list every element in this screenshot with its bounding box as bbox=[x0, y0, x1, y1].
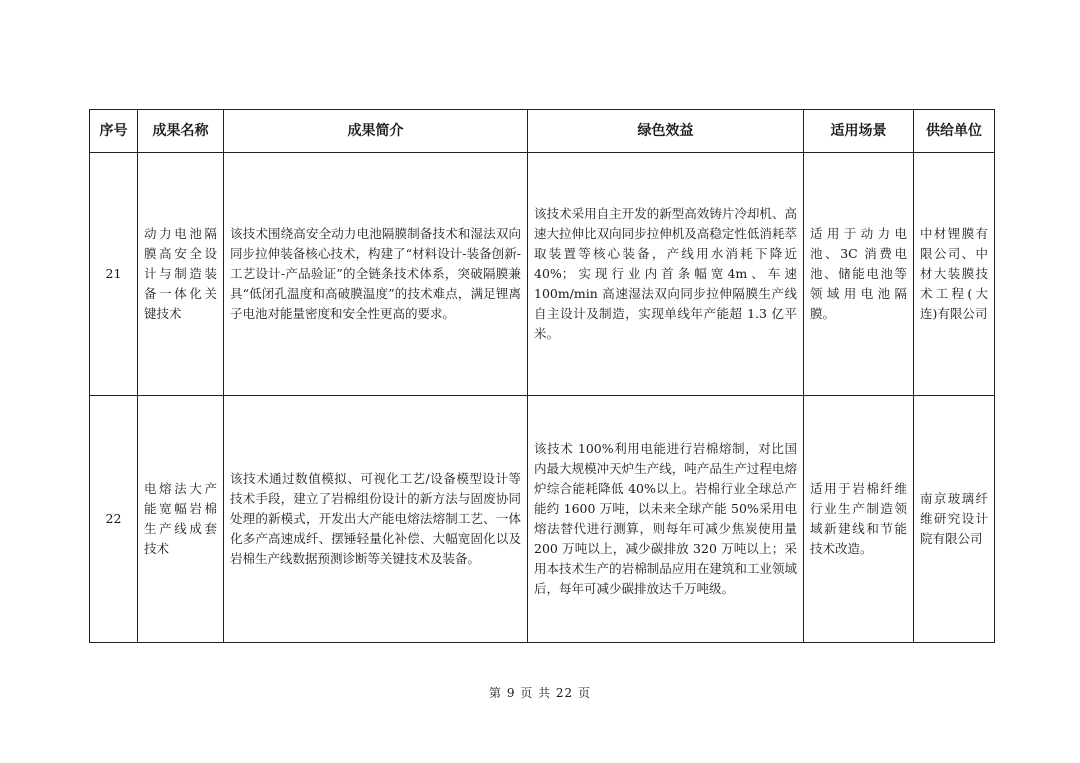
cell-benefit: 该技术 100%利用电能进行岩棉熔制，对比国内最大规模冲天炉生产线，吨产品生产过程电熔炉综合能耗降低 40%以上。岩棉行业全球总产能约 1600 万吨，以未来全球产能 50%采用电熔法替代进行测算，则每年可减少焦炭使用量 200 万吨以上，减少碳排放 320 万吨以上；采用本技术生产的岩棉制品应用在建筑和工业领域后，每年可减少碳排放达千万吨级。 bbox=[528, 396, 804, 643]
cell-name: 电熔法大产能宽幅岩棉生产线成套技术 bbox=[138, 396, 224, 643]
header-intro: 成果简介 bbox=[224, 110, 528, 153]
cell-benefit: 该技术采用自主开发的新型高效铸片冷却机、高速大拉伸比双向同步拉伸机及高稳定性低消耗萃取装置等核心装备，产线用水消耗下降近 40%；实现行业内首条幅宽4m、车速 100m/min 高速湿法双向同步拉伸隔膜生产线自主设计及制造，实现单线年产能超 1.3 亿平米。 bbox=[528, 153, 804, 396]
cell-supplier: 南京玻璃纤维研究设计院有限公司 bbox=[914, 396, 995, 643]
cell-no: 22 bbox=[90, 396, 138, 643]
results-table bbox=[89, 109, 995, 643]
cell-supplier: 中材锂膜有限公司、中材大装膜技术工程(大连)有限公司 bbox=[914, 153, 995, 396]
page-number-footer: 第 9 页 共 22 页 bbox=[489, 686, 591, 700]
cell-no: 21 bbox=[90, 153, 138, 396]
cell-name: 动力电池隔膜高安全设计与制造装备一体化关键技术 bbox=[138, 153, 224, 396]
header-scene: 适用场景 bbox=[804, 110, 914, 153]
cell-intro: 该技术围绕高安全动力电池隔膜制备技术和湿法双向同步拉伸装备核心技术，构建了“材料设计-装备创新-工艺设计-产品验证”的全链条技术体系，突破隔膜兼具“低闭孔温度和高破膜温度”的技术难点，满足锂离子电池对能量密度和安全性更高的要求。 bbox=[224, 153, 528, 396]
header-name: 成果名称 bbox=[138, 110, 224, 153]
header-supplier: 供给单位 bbox=[914, 110, 995, 153]
cell-scene: 适用于动力电池、3C 消费电池、储能电池等领域用电池隔膜。 bbox=[804, 153, 914, 396]
header-no: 序号 bbox=[90, 110, 138, 153]
table-row bbox=[90, 153, 995, 396]
cell-scene: 适用于岩棉纤维行业生产制造领域新建线和节能技术改造。 bbox=[804, 396, 914, 643]
cell-intro: 该技术通过数值模拟、可视化工艺/设备模型设计等技术手段，建立了岩棉组份设计的新方法与固废协同处理的新模式，开发出大产能电熔法熔制工艺、一体化多产高速成纤、摆锤轻量化补偿、大幅宽固化以及岩棉生产线数据预测诊断等关键技术及装备。 bbox=[224, 396, 528, 643]
table-header-row bbox=[90, 110, 995, 153]
header-benefit: 绿色效益 bbox=[528, 110, 804, 153]
table-row bbox=[90, 396, 995, 643]
